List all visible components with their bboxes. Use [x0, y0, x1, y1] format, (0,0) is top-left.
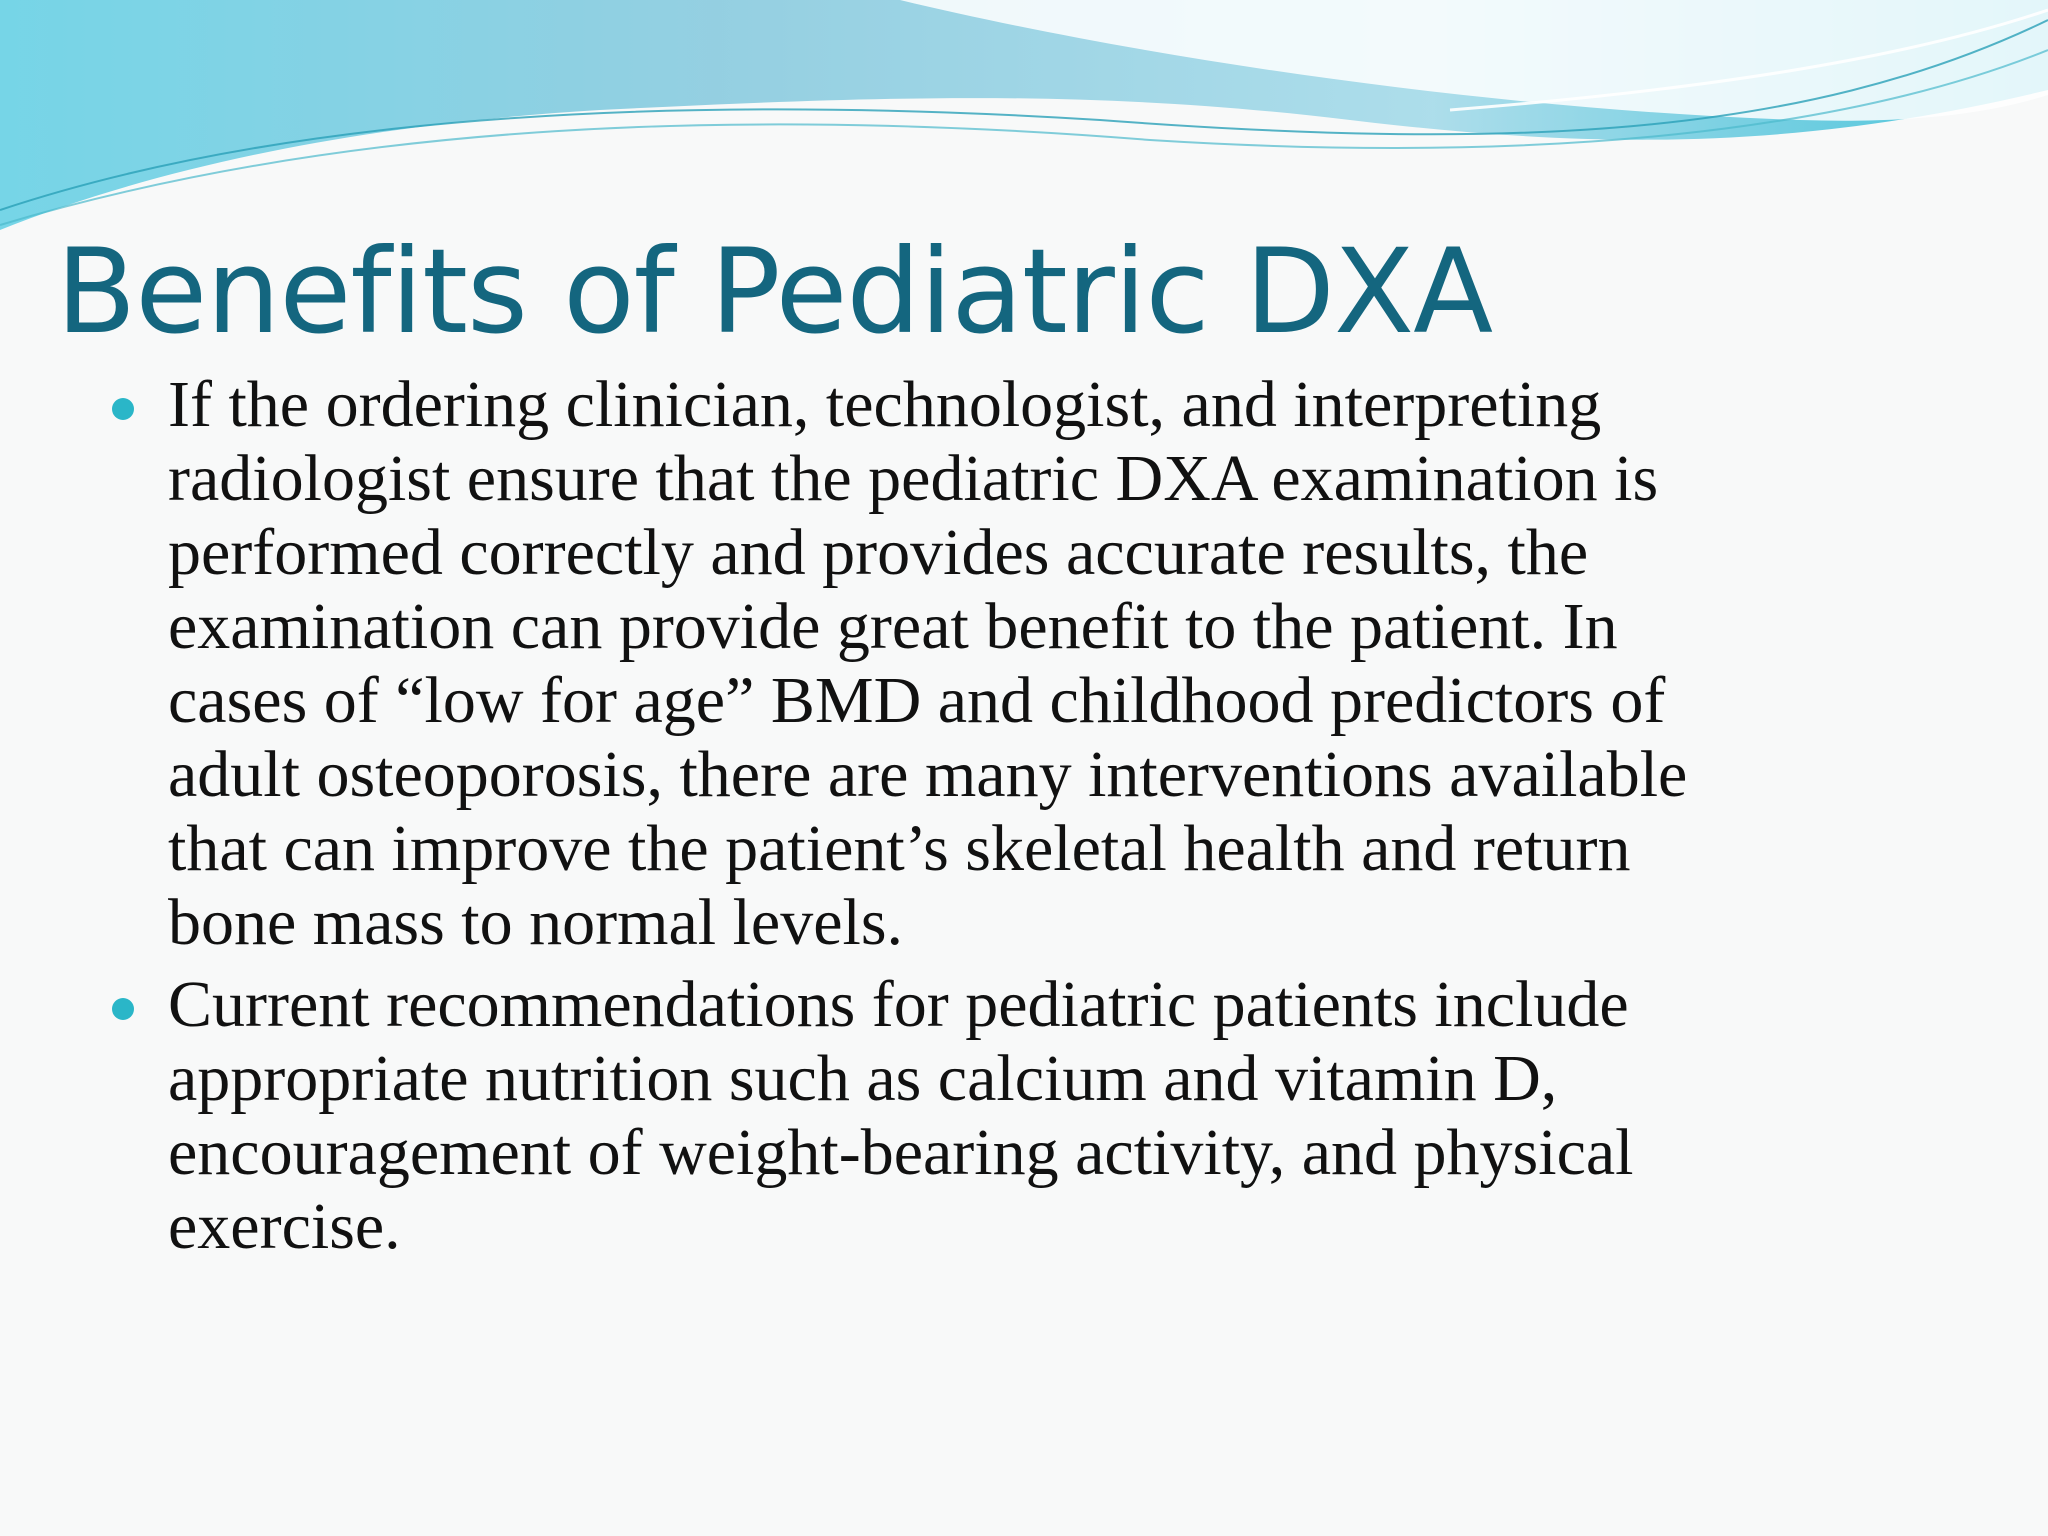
- bullet-item: [110, 968, 2000, 1264]
- bullet-list: [110, 368, 2000, 1272]
- bullet-line: Current recommendations for pediatric patients include: [168, 968, 1629, 1041]
- slide-title: Benefits of Pediatric DXA: [56, 223, 1493, 360]
- bullet-dot-icon: [112, 998, 134, 1020]
- bullet-line: adult osteoporosis, there are many interventions available: [168, 738, 1688, 811]
- bullet-line: radiologist ensure that the pediatric DXA examination is: [168, 442, 1659, 515]
- bullet-line: exercise.: [168, 1190, 401, 1263]
- bullet-dot-icon: [112, 398, 134, 420]
- bullet-line: If the ordering clinician, technologist, and interpreting: [168, 368, 1602, 441]
- bullet-line: cases of “low for age” BMD and childhood predictors of: [168, 664, 1666, 737]
- bullet-line: that can improve the patient’s skeletal health and return: [168, 812, 1631, 885]
- bullet-line: appropriate nutrition such as calcium and vitamin D,: [168, 1042, 1558, 1115]
- bullet-item: [110, 368, 2000, 960]
- bullet-line: encouragement of weight-bearing activity, and physical: [168, 1116, 1634, 1189]
- bullet-line: performed correctly and provides accurate results, the: [168, 516, 1589, 589]
- header-wave-decoration: [0, 0, 2048, 260]
- bullet-line: bone mass to normal levels.: [168, 886, 904, 959]
- bullet-line: examination can provide great benefit to the patient. In: [168, 590, 1618, 663]
